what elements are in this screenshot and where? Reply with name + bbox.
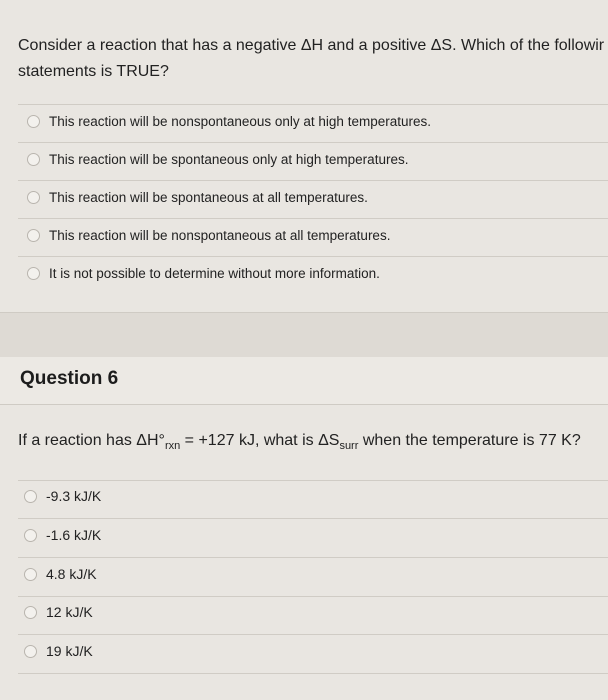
q6-option-5[interactable] [24,640,93,662]
divider [18,518,608,519]
q6-option-1[interactable] [24,485,101,507]
q5-option-2[interactable] [27,148,408,170]
divider [18,256,608,257]
radio-button-icon[interactable] [27,153,40,166]
q5-option-3[interactable] [27,186,368,208]
q6-option-label: -9.3 kJ/K [46,488,102,504]
q6-option-label: 4.8 kJ/K [46,566,97,582]
divider [18,180,608,181]
prompt-text: If a reaction has ΔH° [18,432,165,449]
question-5-prompt-line1: Consider a reaction that has a negative ΔH and a positive ΔS. Which of the followir [18,37,605,54]
q5-option-label: This reaction will be nonspontaneous at all temperatures. [49,227,391,243]
q5-option-5[interactable] [27,262,380,284]
q5-option-label: This reaction will be spontaneous at all temperatures. [49,189,368,205]
radio-button-icon[interactable] [27,229,40,242]
q5-option-1[interactable] [27,110,431,132]
radio-button-icon[interactable] [24,645,37,658]
question-6-header [0,357,608,405]
divider [18,557,608,558]
question-separator [0,312,608,358]
divider [18,673,608,674]
divider [18,634,608,635]
radio-button-icon[interactable] [24,529,37,542]
q6-option-4[interactable] [24,601,93,623]
divider [18,218,608,219]
radio-button-icon[interactable] [27,267,40,280]
prompt-subscript: surr [339,440,359,453]
question-6-prompt [18,432,581,452]
radio-button-icon[interactable] [27,191,40,204]
radio-button-icon[interactable] [24,606,37,619]
q6-option-2[interactable] [24,524,101,546]
divider [18,596,608,597]
question-6-title: Question 6 [20,368,119,389]
question-5-prompt [18,33,608,85]
q6-option-3[interactable] [24,563,97,585]
prompt-text: when the temperature is 77 K? [358,432,581,449]
q5-option-4[interactable] [27,224,390,246]
divider [18,142,608,143]
divider [18,480,608,481]
q6-option-label: -1.6 kJ/K [46,527,102,543]
question-5-prompt-line2: statements is TRUE? [18,63,169,80]
q6-option-label: 12 kJ/K [46,604,93,620]
q6-option-label: 19 kJ/K [46,643,93,659]
prompt-text: = +127 kJ, what is ΔS [180,432,340,449]
radio-button-icon[interactable] [24,568,37,581]
radio-button-icon[interactable] [27,115,40,128]
q5-option-label: This reaction will be nonspontaneous only at high temperatures. [49,113,431,129]
q5-option-label: It is not possible to determine without more information. [49,265,380,281]
divider [18,104,608,105]
q5-option-label: This reaction will be spontaneous only at high temperatures. [49,151,409,167]
prompt-subscript: rxn [164,440,181,453]
radio-button-icon[interactable] [24,490,37,503]
